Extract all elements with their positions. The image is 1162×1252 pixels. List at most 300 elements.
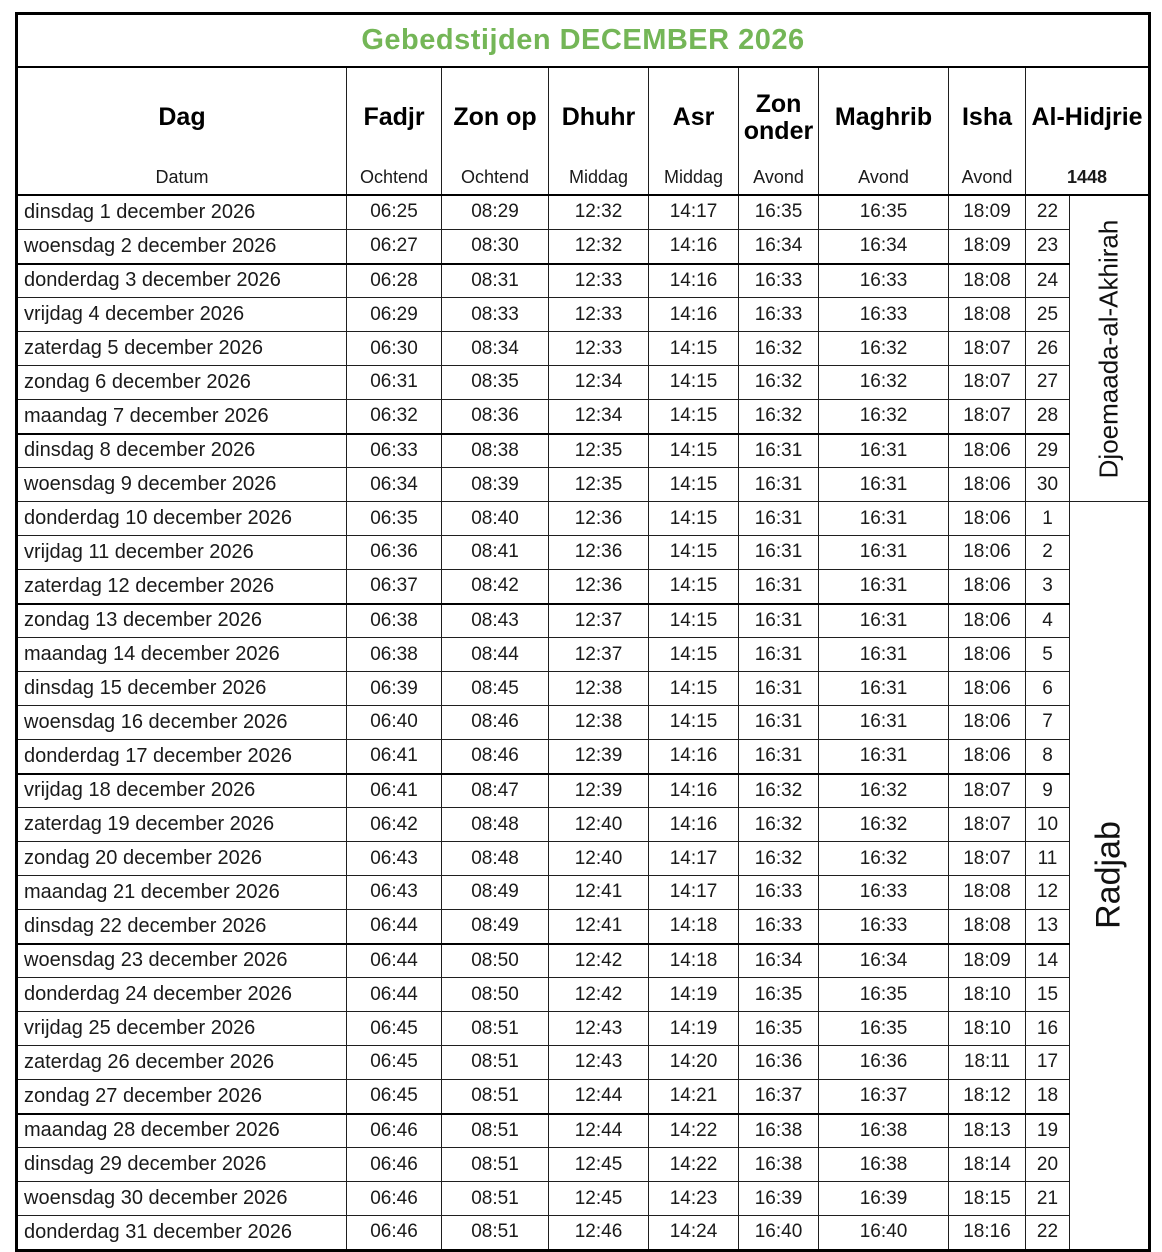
- cell-fadjr: 06:30: [347, 332, 442, 366]
- cell-zon-onder: 16:32: [739, 399, 819, 433]
- cell-date: zaterdag 26 december 2026: [17, 1045, 347, 1079]
- cell-dhuhr: 12:42: [549, 978, 649, 1012]
- cell-date: maandag 7 december 2026: [17, 399, 347, 433]
- cell-maghrib: 16:31: [819, 569, 949, 603]
- cell-asr: 14:21: [649, 1079, 739, 1113]
- cell-maghrib: 16:31: [819, 739, 949, 773]
- cell-hijri-day: 19: [1026, 1114, 1070, 1148]
- cell-date: woensdag 30 december 2026: [17, 1182, 347, 1216]
- title-row: [17, 14, 1150, 68]
- cell-hijri-day: 8: [1026, 739, 1070, 773]
- table-row: [17, 1182, 1150, 1216]
- cell-maghrib: 16:40: [819, 1215, 949, 1250]
- cell-zon-onder: 16:31: [739, 569, 819, 603]
- cell-fadjr: 06:25: [347, 195, 442, 229]
- cell-zon-onder: 16:31: [739, 705, 819, 739]
- cell-date: zaterdag 5 december 2026: [17, 332, 347, 366]
- cell-date: woensdag 16 december 2026: [17, 705, 347, 739]
- cell-date: woensdag 2 december 2026: [17, 229, 347, 263]
- cell-zon-op: 08:51: [442, 1012, 549, 1046]
- table-row: [17, 468, 1150, 502]
- cell-zon-onder: 16:31: [739, 739, 819, 773]
- cell-date: zondag 27 december 2026: [17, 1079, 347, 1113]
- cell-hijri-day: 5: [1026, 638, 1070, 672]
- col-sublabel-zon-op: Ochtend: [460, 167, 530, 187]
- cell-dhuhr: 12:40: [549, 808, 649, 842]
- cell-hijri-day: 1: [1026, 502, 1070, 536]
- cell-maghrib: 16:34: [819, 944, 949, 978]
- hijri-month-cell: [1070, 195, 1150, 502]
- table-row: [17, 298, 1150, 332]
- cell-dhuhr: 12:36: [549, 502, 649, 536]
- cell-isha: 18:06: [949, 434, 1026, 468]
- table-row: [17, 842, 1150, 876]
- cell-dhuhr: 12:39: [549, 739, 649, 773]
- cell-dhuhr: 12:34: [549, 399, 649, 433]
- col-header-dag: [17, 67, 347, 195]
- cell-hijri-day: 10: [1026, 808, 1070, 842]
- cell-zon-op: 08:51: [442, 1114, 549, 1148]
- cell-fadjr: 06:35: [347, 502, 442, 536]
- cell-isha: 18:06: [949, 502, 1026, 536]
- cell-zon-onder: 16:31: [739, 468, 819, 502]
- col-sublabel-asr: Middag: [663, 167, 724, 187]
- cell-fadjr: 06:44: [347, 978, 442, 1012]
- col-header-maghrib: [819, 67, 949, 195]
- cell-hijri-day: 16: [1026, 1012, 1070, 1046]
- cell-maghrib: 16:31: [819, 502, 949, 536]
- cell-asr: 14:16: [649, 264, 739, 298]
- cell-asr: 14:22: [649, 1114, 739, 1148]
- prayer-table-body: [17, 195, 1150, 1250]
- col-label-dag: Dag: [158, 103, 206, 132]
- cell-hijri-day: 13: [1026, 909, 1070, 943]
- cell-date: dinsdag 22 december 2026: [17, 909, 347, 943]
- cell-dhuhr: 12:33: [549, 298, 649, 332]
- cell-zon-onder: 16:34: [739, 229, 819, 263]
- cell-hijri-day: 25: [1026, 298, 1070, 332]
- cell-fadjr: 06:34: [347, 468, 442, 502]
- col-label-asr: Asr: [672, 103, 715, 132]
- cell-hijri-day: 22: [1026, 195, 1070, 229]
- cell-isha: 18:09: [949, 195, 1026, 229]
- cell-isha: 18:10: [949, 978, 1026, 1012]
- cell-fadjr: 06:42: [347, 808, 442, 842]
- cell-isha: 18:06: [949, 535, 1026, 569]
- cell-zon-op: 08:46: [442, 739, 549, 773]
- cell-isha: 18:15: [949, 1182, 1026, 1216]
- cell-asr: 14:15: [649, 672, 739, 706]
- table-row: [17, 535, 1150, 569]
- cell-isha: 18:13: [949, 1114, 1026, 1148]
- cell-fadjr: 06:45: [347, 1012, 442, 1046]
- table-row: [17, 944, 1150, 978]
- cell-isha: 18:14: [949, 1148, 1026, 1182]
- col-header-dhuhr: [549, 67, 649, 195]
- table-row: [17, 434, 1150, 468]
- cell-isha: 18:16: [949, 1215, 1026, 1250]
- cell-zon-op: 08:51: [442, 1148, 549, 1182]
- cell-dhuhr: 12:40: [549, 842, 649, 876]
- cell-zon-op: 08:51: [442, 1182, 549, 1216]
- cell-zon-onder: 16:32: [739, 365, 819, 399]
- cell-maghrib: 16:31: [819, 468, 949, 502]
- cell-fadjr: 06:36: [347, 535, 442, 569]
- cell-maghrib: 16:33: [819, 909, 949, 943]
- cell-dhuhr: 12:32: [549, 195, 649, 229]
- cell-fadjr: 06:46: [347, 1182, 442, 1216]
- cell-isha: 18:07: [949, 808, 1026, 842]
- cell-date: vrijdag 18 december 2026: [17, 774, 347, 808]
- cell-zon-onder: 16:35: [739, 978, 819, 1012]
- cell-fadjr: 06:44: [347, 944, 442, 978]
- cell-fadjr: 06:46: [347, 1114, 442, 1148]
- cell-asr: 14:19: [649, 1012, 739, 1046]
- cell-zon-onder: 16:33: [739, 875, 819, 909]
- col-sublabel-datum: Datum: [155, 167, 209, 187]
- cell-isha: 18:07: [949, 774, 1026, 808]
- cell-zon-op: 08:51: [442, 1079, 549, 1113]
- cell-isha: 18:06: [949, 672, 1026, 706]
- table-row: [17, 774, 1150, 808]
- cell-isha: 18:06: [949, 705, 1026, 739]
- cell-asr: 14:15: [649, 502, 739, 536]
- cell-maghrib: 16:32: [819, 332, 949, 366]
- table-row: [17, 1215, 1150, 1250]
- cell-zon-op: 08:41: [442, 535, 549, 569]
- cell-zon-op: 08:39: [442, 468, 549, 502]
- cell-date: woensdag 9 december 2026: [17, 468, 347, 502]
- col-header-asr: [649, 67, 739, 195]
- cell-maghrib: 16:33: [819, 298, 949, 332]
- cell-hijri-day: 12: [1026, 875, 1070, 909]
- cell-date: donderdag 10 december 2026: [17, 502, 347, 536]
- cell-zon-op: 08:34: [442, 332, 549, 366]
- cell-zon-op: 08:30: [442, 229, 549, 263]
- cell-maghrib: 16:36: [819, 1045, 949, 1079]
- cell-zon-onder: 16:38: [739, 1148, 819, 1182]
- cell-fadjr: 06:43: [347, 875, 442, 909]
- cell-zon-onder: 16:33: [739, 298, 819, 332]
- cell-dhuhr: 12:41: [549, 875, 649, 909]
- cell-hijri-day: 15: [1026, 978, 1070, 1012]
- cell-dhuhr: 12:46: [549, 1215, 649, 1250]
- cell-date: dinsdag 8 december 2026: [17, 434, 347, 468]
- table-row: [17, 739, 1150, 773]
- cell-fadjr: 06:43: [347, 842, 442, 876]
- cell-zon-onder: 16:33: [739, 264, 819, 298]
- cell-dhuhr: 12:43: [549, 1045, 649, 1079]
- cell-date: zaterdag 19 december 2026: [17, 808, 347, 842]
- cell-zon-op: 08:50: [442, 978, 549, 1012]
- timetable-sheet: [15, 12, 1151, 1252]
- cell-date: donderdag 3 december 2026: [17, 264, 347, 298]
- cell-zon-op: 08:48: [442, 842, 549, 876]
- page-title: Gebedstijden DECEMBER 2026: [17, 14, 1150, 68]
- table-row: [17, 195, 1150, 229]
- cell-fadjr: 06:46: [347, 1148, 442, 1182]
- cell-isha: 18:06: [949, 604, 1026, 638]
- cell-isha: 18:10: [949, 1012, 1026, 1046]
- cell-asr: 14:18: [649, 909, 739, 943]
- cell-zon-onder: 16:37: [739, 1079, 819, 1113]
- cell-date: donderdag 24 december 2026: [17, 978, 347, 1012]
- col-label-al-hidjrie: Al-Hidjrie: [1031, 103, 1143, 132]
- col-header-zon-op: [442, 67, 549, 195]
- cell-zon-onder: 16:32: [739, 774, 819, 808]
- table-row: [17, 399, 1150, 433]
- cell-asr: 14:15: [649, 332, 739, 366]
- hijri-year-label: 1448: [1066, 167, 1108, 187]
- cell-fadjr: 06:39: [347, 672, 442, 706]
- cell-isha: 18:08: [949, 875, 1026, 909]
- cell-asr: 14:16: [649, 739, 739, 773]
- cell-hijri-day: 11: [1026, 842, 1070, 876]
- cell-date: zondag 13 december 2026: [17, 604, 347, 638]
- cell-fadjr: 06:40: [347, 705, 442, 739]
- col-sublabel-dhuhr: Middag: [568, 167, 629, 187]
- cell-maghrib: 16:32: [819, 399, 949, 433]
- cell-isha: 18:08: [949, 298, 1026, 332]
- cell-maghrib: 16:39: [819, 1182, 949, 1216]
- cell-fadjr: 06:44: [347, 909, 442, 943]
- cell-dhuhr: 12:33: [549, 264, 649, 298]
- cell-isha: 18:06: [949, 468, 1026, 502]
- cell-fadjr: 06:31: [347, 365, 442, 399]
- col-header-fadjr: [347, 67, 442, 195]
- cell-zon-op: 08:29: [442, 195, 549, 229]
- cell-hijri-day: 22: [1026, 1215, 1070, 1250]
- cell-isha: 18:07: [949, 842, 1026, 876]
- table-row: [17, 1148, 1150, 1182]
- cell-date: maandag 28 december 2026: [17, 1114, 347, 1148]
- cell-asr: 14:15: [649, 399, 739, 433]
- cell-dhuhr: 12:35: [549, 468, 649, 502]
- cell-zon-onder: 16:35: [739, 195, 819, 229]
- cell-zon-onder: 16:34: [739, 944, 819, 978]
- col-header-al-hidjrie: [1026, 67, 1150, 195]
- table-row: [17, 365, 1150, 399]
- cell-isha: 18:06: [949, 739, 1026, 773]
- cell-hijri-day: 2: [1026, 535, 1070, 569]
- cell-dhuhr: 12:37: [549, 604, 649, 638]
- table-row: [17, 875, 1150, 909]
- col-header-zon-onder: [739, 67, 819, 195]
- cell-asr: 14:16: [649, 298, 739, 332]
- cell-hijri-day: 24: [1026, 264, 1070, 298]
- cell-zon-onder: 16:31: [739, 604, 819, 638]
- cell-hijri-day: 17: [1026, 1045, 1070, 1079]
- cell-date: donderdag 31 december 2026: [17, 1215, 347, 1250]
- cell-maghrib: 16:32: [819, 365, 949, 399]
- cell-zon-onder: 16:32: [739, 332, 819, 366]
- cell-hijri-day: 30: [1026, 468, 1070, 502]
- col-label-maghrib: Maghrib: [834, 103, 933, 132]
- cell-maghrib: 16:31: [819, 638, 949, 672]
- cell-zon-onder: 16:32: [739, 842, 819, 876]
- cell-hijri-day: 9: [1026, 774, 1070, 808]
- cell-date: dinsdag 1 december 2026: [17, 195, 347, 229]
- cell-date: vrijdag 25 december 2026: [17, 1012, 347, 1046]
- table-row: [17, 1114, 1150, 1148]
- cell-isha: 18:12: [949, 1079, 1026, 1113]
- cell-asr: 14:15: [649, 569, 739, 603]
- cell-asr: 14:17: [649, 875, 739, 909]
- cell-fadjr: 06:29: [347, 298, 442, 332]
- cell-asr: 14:16: [649, 774, 739, 808]
- cell-maghrib: 16:31: [819, 434, 949, 468]
- cell-date: maandag 21 december 2026: [17, 875, 347, 909]
- cell-zon-op: 08:49: [442, 909, 549, 943]
- cell-hijri-day: 28: [1026, 399, 1070, 433]
- cell-hijri-day: 20: [1026, 1148, 1070, 1182]
- table-row: [17, 229, 1150, 263]
- col-sublabel-zon-onder: Avond: [753, 167, 804, 187]
- cell-zon-op: 08:44: [442, 638, 549, 672]
- cell-hijri-day: 4: [1026, 604, 1070, 638]
- table-row: [17, 1045, 1150, 1079]
- cell-maghrib: 16:35: [819, 978, 949, 1012]
- cell-zon-op: 08:51: [442, 1215, 549, 1250]
- cell-dhuhr: 12:39: [549, 774, 649, 808]
- cell-asr: 14:17: [649, 195, 739, 229]
- cell-zon-op: 08:40: [442, 502, 549, 536]
- cell-isha: 18:06: [949, 569, 1026, 603]
- col-label-isha: Isha: [961, 103, 1013, 132]
- cell-dhuhr: 12:44: [549, 1079, 649, 1113]
- cell-dhuhr: 12:32: [549, 229, 649, 263]
- cell-asr: 14:23: [649, 1182, 739, 1216]
- cell-maghrib: 16:35: [819, 195, 949, 229]
- cell-isha: 18:07: [949, 365, 1026, 399]
- cell-maghrib: 16:37: [819, 1079, 949, 1113]
- cell-fadjr: 06:38: [347, 638, 442, 672]
- cell-dhuhr: 12:36: [549, 569, 649, 603]
- cell-zon-onder: 16:31: [739, 434, 819, 468]
- cell-hijri-day: 14: [1026, 944, 1070, 978]
- cell-maghrib: 16:31: [819, 672, 949, 706]
- col-label-zon-op: Zon op: [453, 103, 537, 132]
- table-row: [17, 1012, 1150, 1046]
- col-sublabel-maghrib: Avond: [858, 167, 909, 187]
- cell-dhuhr: 12:45: [549, 1182, 649, 1216]
- cell-fadjr: 06:38: [347, 604, 442, 638]
- table-row: [17, 332, 1150, 366]
- cell-zon-op: 08:49: [442, 875, 549, 909]
- prayer-times-table: [15, 12, 1151, 1252]
- cell-hijri-day: 21: [1026, 1182, 1070, 1216]
- table-row: [17, 978, 1150, 1012]
- col-label-dhuhr: Dhuhr: [561, 103, 636, 132]
- cell-dhuhr: 12:34: [549, 365, 649, 399]
- table-row: [17, 909, 1150, 943]
- cell-asr: 14:24: [649, 1215, 739, 1250]
- cell-isha: 18:07: [949, 332, 1026, 366]
- cell-date: donderdag 17 december 2026: [17, 739, 347, 773]
- col-sublabel-isha: Avond: [961, 167, 1013, 187]
- cell-zon-op: 08:42: [442, 569, 549, 603]
- cell-maghrib: 16:31: [819, 604, 949, 638]
- cell-zon-op: 08:35: [442, 365, 549, 399]
- cell-date: maandag 14 december 2026: [17, 638, 347, 672]
- cell-zon-op: 08:51: [442, 1045, 549, 1079]
- cell-hijri-day: 7: [1026, 705, 1070, 739]
- cell-date: zondag 6 december 2026: [17, 365, 347, 399]
- cell-date: vrijdag 4 december 2026: [17, 298, 347, 332]
- cell-zon-op: 08:48: [442, 808, 549, 842]
- cell-zon-onder: 16:33: [739, 909, 819, 943]
- cell-asr: 14:20: [649, 1045, 739, 1079]
- cell-zon-onder: 16:36: [739, 1045, 819, 1079]
- cell-dhuhr: 12:42: [549, 944, 649, 978]
- cell-zon-onder: 16:32: [739, 808, 819, 842]
- hijri-month-cell: [1070, 502, 1150, 1251]
- cell-zon-op: 08:50: [442, 944, 549, 978]
- cell-fadjr: 06:46: [347, 1215, 442, 1250]
- cell-asr: 14:22: [649, 1148, 739, 1182]
- cell-asr: 14:15: [649, 604, 739, 638]
- cell-dhuhr: 12:38: [549, 705, 649, 739]
- col-label-zon-onder: Zon onder: [743, 90, 814, 145]
- cell-hijri-day: 27: [1026, 365, 1070, 399]
- cell-zon-onder: 16:35: [739, 1012, 819, 1046]
- cell-zon-op: 08:38: [442, 434, 549, 468]
- cell-asr: 14:15: [649, 434, 739, 468]
- cell-hijri-day: 23: [1026, 229, 1070, 263]
- cell-maghrib: 16:33: [819, 264, 949, 298]
- table-row: [17, 604, 1150, 638]
- cell-fadjr: 06:37: [347, 569, 442, 603]
- cell-isha: 18:09: [949, 229, 1026, 263]
- cell-fadjr: 06:27: [347, 229, 442, 263]
- table-row: [17, 808, 1150, 842]
- cell-fadjr: 06:41: [347, 739, 442, 773]
- cell-zon-op: 08:43: [442, 604, 549, 638]
- table-row: [17, 638, 1150, 672]
- cell-asr: 14:16: [649, 808, 739, 842]
- cell-zon-op: 08:36: [442, 399, 549, 433]
- col-sublabel-fadjr: Ochtend: [359, 167, 429, 187]
- cell-zon-onder: 16:40: [739, 1215, 819, 1250]
- cell-dhuhr: 12:44: [549, 1114, 649, 1148]
- table-row: [17, 705, 1150, 739]
- col-label-fadjr: Fadjr: [363, 103, 425, 132]
- cell-asr: 14:15: [649, 535, 739, 569]
- col-header-isha: [949, 67, 1026, 195]
- table-row: [17, 672, 1150, 706]
- cell-maghrib: 16:38: [819, 1114, 949, 1148]
- cell-isha: 18:06: [949, 638, 1026, 672]
- cell-fadjr: 06:32: [347, 399, 442, 433]
- cell-isha: 18:08: [949, 264, 1026, 298]
- cell-asr: 14:15: [649, 638, 739, 672]
- cell-zon-op: 08:33: [442, 298, 549, 332]
- cell-dhuhr: 12:33: [549, 332, 649, 366]
- cell-asr: 14:18: [649, 944, 739, 978]
- cell-dhuhr: 12:43: [549, 1012, 649, 1046]
- table-row: [17, 264, 1150, 298]
- cell-zon-op: 08:46: [442, 705, 549, 739]
- cell-fadjr: 06:45: [347, 1045, 442, 1079]
- cell-asr: 14:15: [649, 468, 739, 502]
- cell-zon-op: 08:31: [442, 264, 549, 298]
- cell-isha: 18:09: [949, 944, 1026, 978]
- cell-dhuhr: 12:37: [549, 638, 649, 672]
- cell-maghrib: 16:31: [819, 705, 949, 739]
- cell-asr: 14:17: [649, 842, 739, 876]
- cell-isha: 18:11: [949, 1045, 1026, 1079]
- cell-isha: 18:07: [949, 399, 1026, 433]
